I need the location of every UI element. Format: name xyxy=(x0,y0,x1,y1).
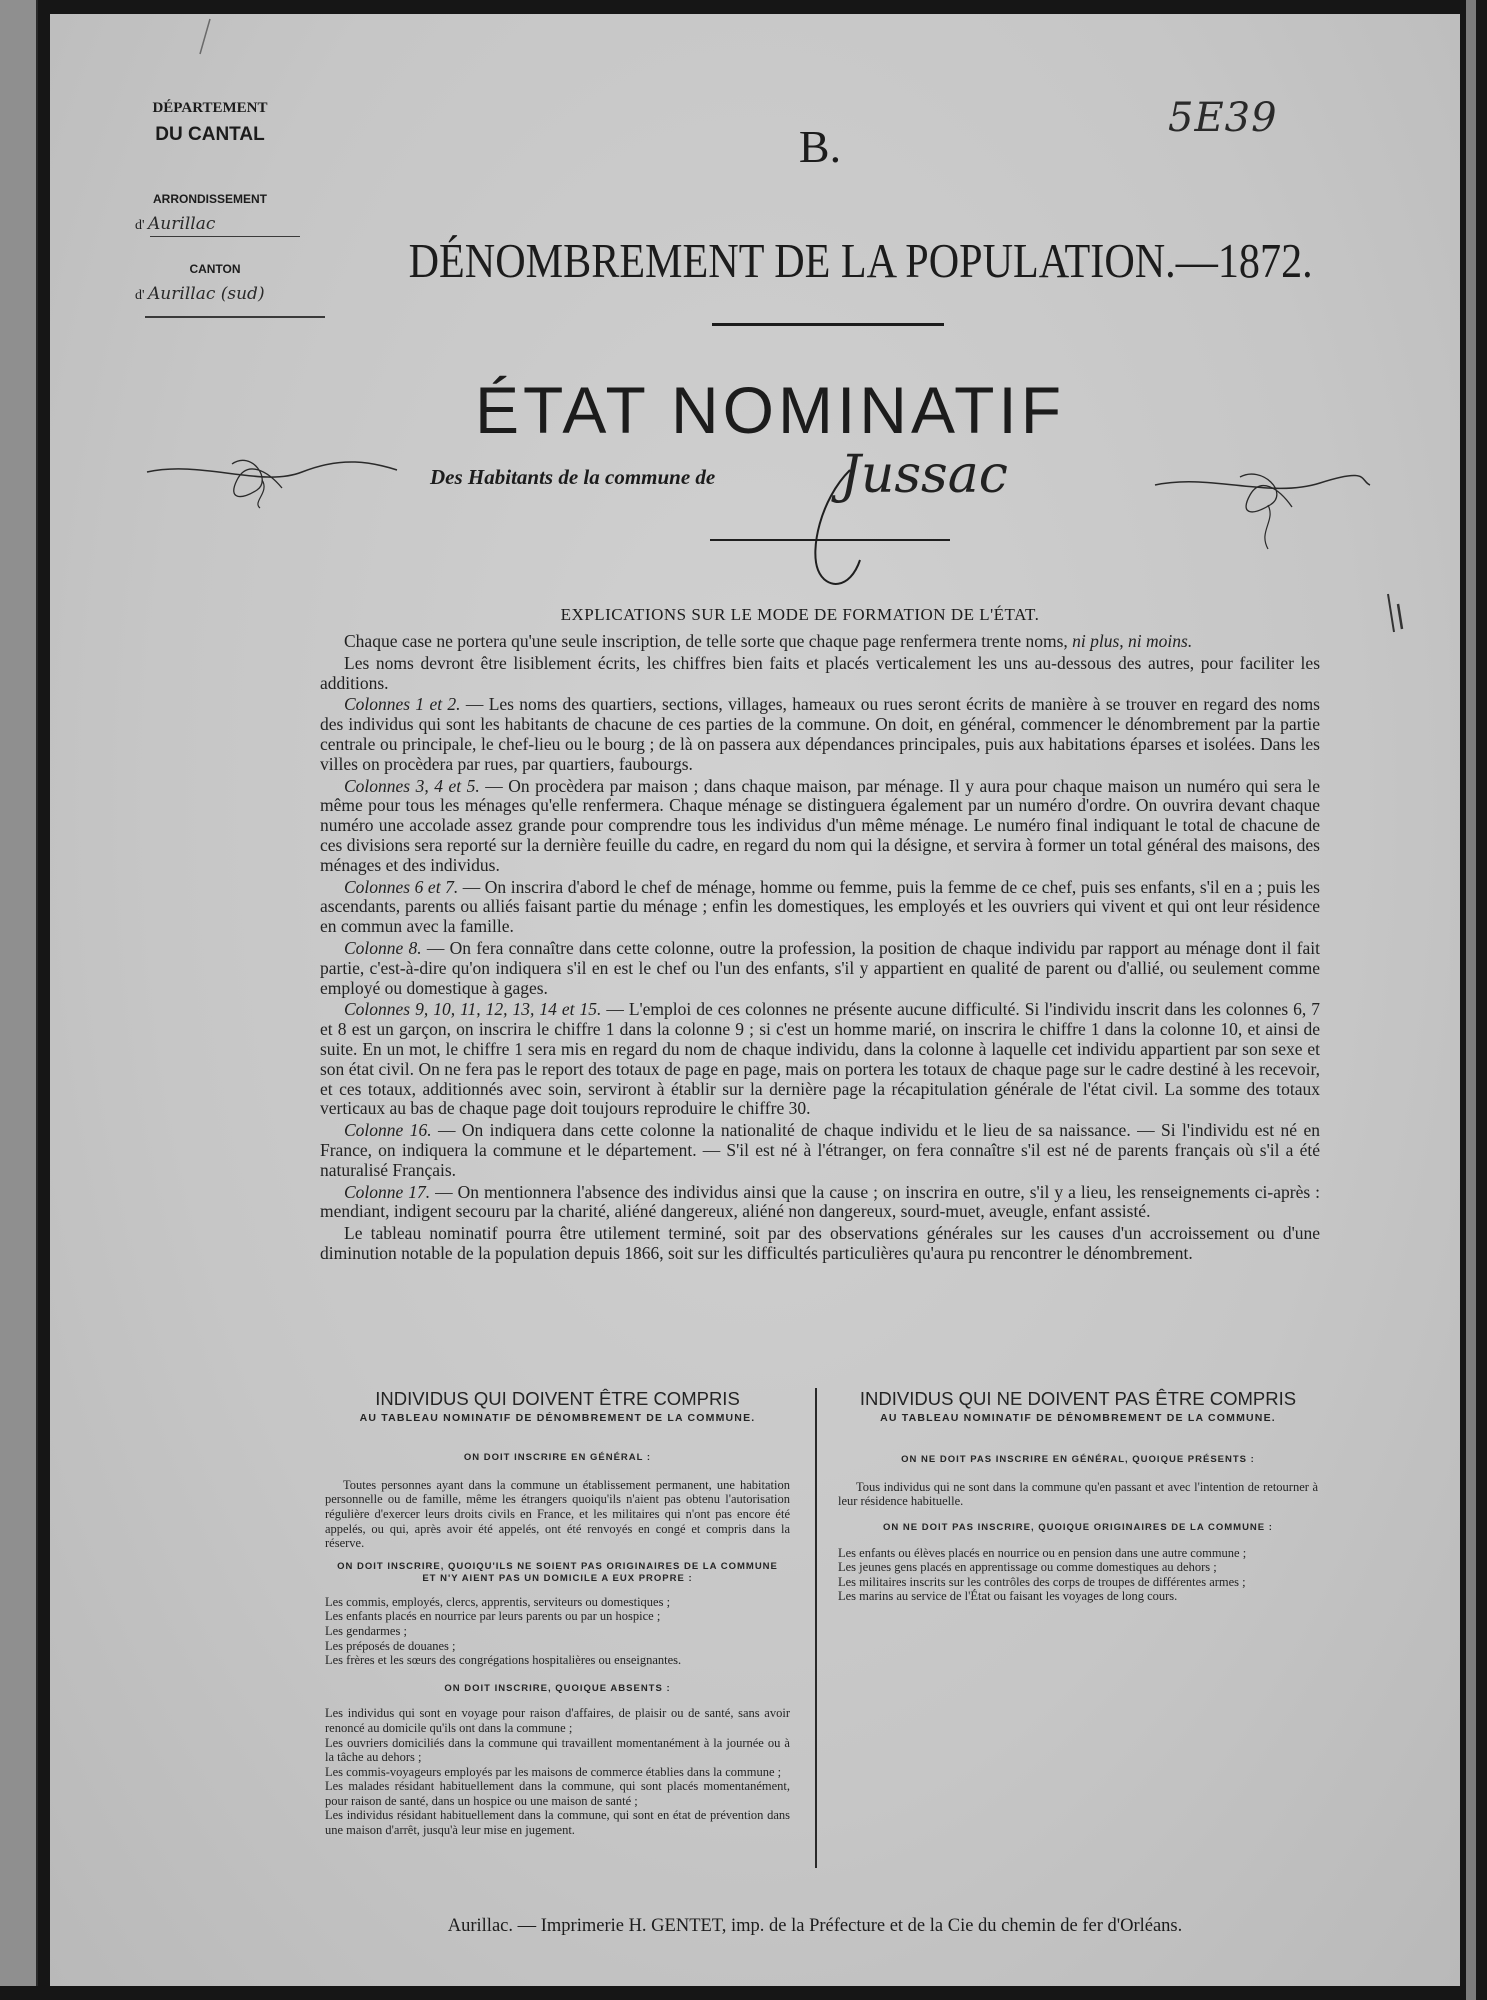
column-divider xyxy=(815,1388,817,1868)
paragraph-text: — On mentionnera l'absence des individus ainsi que la cause ; on inscrira en outre, s'il y a lieu, les renseignements ci-après : mendiant, indigent secouru par la charité, aliéné dangereux, aliéné non dangereux, sourd-muet, aveugle, enfant assisté. xyxy=(320,1181,1320,1222)
section-text: Les commis, employés, clercs, apprentis, serviteurs ou domestiques ; Les enfants placés en nourrice par leurs parents ou par un hospice ; Les gendarmes ; Les préposés de douanes ; Les frères et les sœurs des congrégations hospitalières ou enseignantes. xyxy=(325,1594,682,1668)
column-title: INDIVIDUS QUI NE DOIVENT PAS ÊTRE COMPRIS xyxy=(859,1388,1297,1409)
column-title: INDIVIDUS QUI DOIVENT ÊTRE COMPRIS xyxy=(375,1388,740,1409)
title-rule xyxy=(712,323,944,326)
arrondissement-line xyxy=(150,236,300,237)
section-heading: ON NE DOIT PAS INSCRIRE EN GÉNÉRAL, QUOIQUE PRÉSENTS : xyxy=(901,1454,1255,1466)
annex-letter: B. xyxy=(798,121,842,172)
explanations-body xyxy=(320,632,1320,1266)
column-subtitle: AU TABLEAU NOMINATIF DE DÉNOMBREMENT DE LA COMMUNE. xyxy=(880,1411,1276,1424)
section-text: Les enfants ou élèves placés en nourrice ou en pension dans une autre commune ; Les jeunes gens placés en apprentissage ou comme domestiques au dehors ; Les militaires inscrits sur les contrôles des corps de troupes de différentes armes ; Les marins au service de l'État ou faisant les voyages de long cours. xyxy=(838,1545,1247,1604)
paragraph-text: — On procèdera par maison ; dans chaque maison, par ménage. Il y aura pour chaque maison un numéro qui sera le même pour tous les ménages qu'elle renfermera. Chaque ménage se distinguera également par un numéro d'ordre. On ouvrira devant chaque numéro une accolade assez grande pour comprendre tous les individus d'un même ménage. Le numéro final indiquant le total de chacune de ces divisions sera reporté sur la dernière feuille du cadre, en regard du nom qui la désigne, et servira à former un total général des maisons, des ménages et des individus. xyxy=(320,775,1320,875)
paragraph-text: — Les noms des quartiers, sections, villages, hameaux ou rues seront écrits de manière à se trouver en regard des noms des individus qui sont les habitants de chacune de ces parties de la commune. On doit, en général, commencer le dénombrement par la partie centrale ou principale, le chef-lieu ou le bourg ; de là on passera aux dépendances principales, puis aux habitations éparses et isolées. Dans les villes on procèdera par rues, par quartiers, faubourgs. xyxy=(320,694,1320,774)
form-subtitle: ÉTAT NOMINATIF xyxy=(474,373,1066,447)
explanation-paragraph: Les noms devront être lisiblement écrits, les chiffres bien faits et placés verticalement les uns au-dessous des autres, pour faciliter les additions. xyxy=(320,652,1320,693)
printer-footer: Aurillac. — Imprimerie H. GENTET, imp. de la Préfecture et de la Cie du chemin de fer d'Orléans. xyxy=(447,1916,1183,1936)
explanation-paragraph xyxy=(320,1000,1320,1119)
explanation-paragraph xyxy=(320,1183,1320,1223)
explanations-title: EXPLICATIONS SUR LE MODE DE FORMATION DE L'ÉTAT. xyxy=(560,605,1040,624)
columns-label: Colonnes 1 et 2. xyxy=(344,694,461,715)
excluded-individuals-column xyxy=(838,1388,1318,1604)
section-heading: ON NE DOIT PAS INSCRIRE, QUOIQUE ORIGINAIRES DE LA COMMUNE : xyxy=(883,1521,1273,1533)
explanation-paragraph xyxy=(320,695,1320,774)
department-label: DÉPARTEMENT xyxy=(152,100,268,116)
columns-label: Colonne 16. xyxy=(344,1120,432,1141)
canton-row xyxy=(135,284,335,304)
right-page-edge xyxy=(1466,0,1476,2000)
paragraph-emphasis: ni plus, ni moins. xyxy=(1072,631,1193,651)
arrondissement-prefix: d' xyxy=(135,218,145,233)
paragraph-text: — On fera connaître dans cette colonne, outre la profession, la position de chaque individu par rapport au ménage dont il fait partie, c'est-à-dire qu'on indiquera s'il en est le chef ou l'un des enfants, s'il y appartient en qualité de parent ou d'allié, ou seulement comme employé ou domestique à gages. xyxy=(320,937,1320,998)
explanation-paragraph xyxy=(320,632,1320,652)
commune-handwritten-stroke xyxy=(700,460,960,600)
adjacent-page-edge xyxy=(0,0,38,1986)
archive-reference: 5E39 xyxy=(1168,95,1278,141)
columns-label: Colonnes 9, 10, 11, 12, 13, 14 et 15. xyxy=(344,999,602,1020)
main-title: DÉNOMBREMENT DE LA POPULATION.—1872. xyxy=(408,233,1313,288)
columns-label: Colonnes 6 et 7. xyxy=(344,876,459,897)
paragraph-text: — L'emploi de ces colonnes ne présente aucune difficulté. Si l'individu inscrit dans les colonnes 6, 7 et 8 est un garçon, on inscrira le chiffre 1 dans la colonne 9 ; si c'est un homme marié, on inscrira le chiffre 1 dans la colonne 10, et ainsi de suite. En un mot, le chiffre 1 sera mis en regard du nom de chaque individu, dans la colonne à laquelle cet individu appartient par son sexe et son état civil. On ne fera pas le report des totaux de page en page, mais on portera les totaux de chaque page sur le cadre destiné à les recevoir, et ces totaux, additionnés avec soin, serviront à établir sur la dernière page la récapitulation générale de l'état civil. La somme des totaux verticaux au bas de chaque page doit toujours reproduire le chiffre 30. xyxy=(320,999,1320,1119)
canton-value: Aurillac (sud) xyxy=(148,284,265,304)
included-individuals-column xyxy=(325,1388,790,1838)
section-text: Tous individus qui ne sont dans la commune qu'en passant et avec l'intention de retourner à leur résidence habituelle. xyxy=(838,1479,1318,1509)
column-subtitle: AU TABLEAU NOMINATIF DE DÉNOMBREMENT DE LA COMMUNE. xyxy=(359,1411,756,1424)
arrondissement-value: Aurillac xyxy=(148,214,216,234)
commune-label: Des Habitants de la commune de xyxy=(430,465,716,489)
columns-label: Colonnes 3, 4 et 5. xyxy=(344,775,480,796)
explanation-paragraph: Le tableau nominatif pourra être utilement terminé, soit par des observations générales sur les causes d'un accroissement ou d'une diminution notable de la population depuis 1866, soit sur les difficultés particulières qu'aura pu rencontrer le dénombrement. xyxy=(320,1223,1320,1263)
explanation-paragraph xyxy=(320,777,1320,876)
explanation-paragraph xyxy=(320,878,1320,937)
right-ornament-flourish xyxy=(1150,465,1375,555)
arrondissement-label: ARRONDISSEMENT xyxy=(152,192,267,206)
paragraph-text: — On indiquera dans cette colonne la nationalité de chaque individu et le lieu de sa naissance. — Si l'individu est né en France, on indiquera la commune et le département. — S'il est né à l'étranger, on fera connaître s'il est né de parents français où s'il a été naturalisé Français. xyxy=(320,1120,1320,1180)
explanation-paragraph xyxy=(320,939,1320,998)
section-heading: ON DOIT INSCRIRE EN GÉNÉRAL : xyxy=(463,1452,652,1464)
paragraph-text: Chaque case ne portera qu'une seule inscription, de telle sorte que chaque page renfermera trente noms, xyxy=(344,631,1068,651)
department-name: DU CANTAL xyxy=(155,124,265,145)
columns-label: Colonne 8. xyxy=(344,937,422,958)
canton-label: CANTON xyxy=(189,262,241,276)
columns-label: Colonne 17. xyxy=(344,1181,431,1202)
paragraph-text: — On inscrira d'abord le chef de ménage, homme ou femme, puis la femme de ce chef, puis ses enfants, s'il en a ; puis les ascendants, parents ou alliés faisant partie du ménage ; enfin les domestiques, les employés et les ouvriers qui vivent et qui ont leur résidence en commun avec la famille. xyxy=(320,876,1320,937)
section-heading: ON DOIT INSCRIRE, QUOIQUE ABSENTS : xyxy=(444,1682,671,1694)
left-ornament-flourish xyxy=(142,450,402,510)
canton-line xyxy=(145,316,325,318)
arrondissement-row xyxy=(135,214,315,234)
canton-prefix: d' xyxy=(135,288,145,303)
section-text: Les individus qui sont en voyage pour raison d'affaires, de plaisir ou de santé, sans avoir renoncé au domicile qu'ils ont dans la commune ; Les ouvriers domiciliés dans la commune qui travaillent momentanément à la journée ou à la tâche au dehors ; Les commis-voyageurs employés par les maisons de commerce établies dans la commune ; Les malades résidant habituellement dans la commune, qui sont placés momentanément, pour raison de santé, dans un hospice ou une maison de santé ; Les individus résidant habituellement dans la commune, qui sont en état de prévention dans une maison d'arrêt, jusqu'à leur mise en jugement. xyxy=(325,1706,790,1838)
section-heading: ON DOIT INSCRIRE, QUOIQU'ILS NE SOIENT PAS ORIGINAIRES DE LA COMMUNE ET N'Y AIENT PAS UN DOMICILE A EUX PROPRE : xyxy=(337,1560,778,1584)
commune-name: Jussac xyxy=(840,445,1008,505)
section-text: Toutes personnes ayant dans la commune un établissement permanent, une habitation personnelle ou de famille, même les étrangers quoiqu'ils n'aient pas obtenu l'autorisation régulière d'exercer leurs droits civils en France, et les militaires qui n'ont pas encore été appelés, ou qui, après avoir été appelés, ont été renvoyés en congé et compris dans la réserve. xyxy=(325,1477,790,1551)
explanation-paragraph xyxy=(320,1121,1320,1180)
